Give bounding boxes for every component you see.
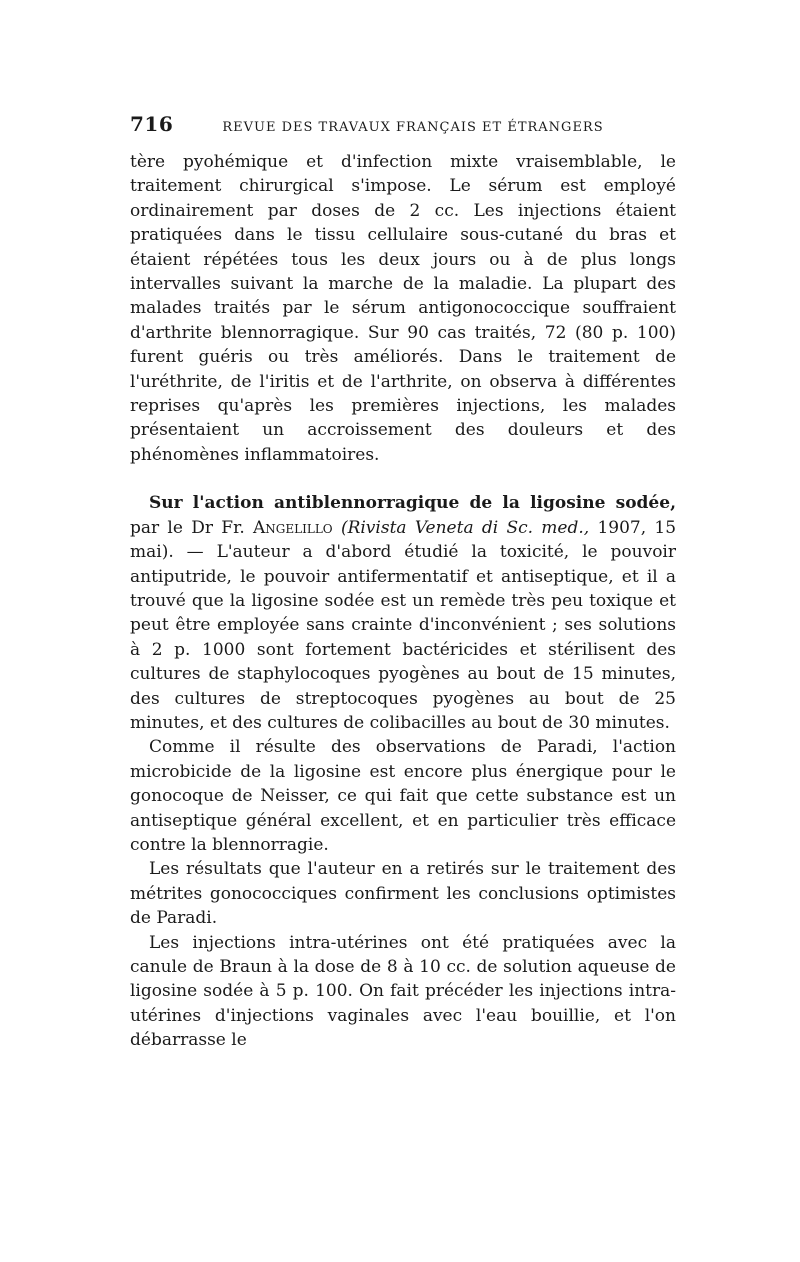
paragraph-injections: Les injections intra-utérines ont été pratiquées avec la canule de Braun à la dose de 8 à 10 cc. de solution aqueuse de ligosine sodée à 5 p. 100. On fait précéder les injections intra-utérines d'injections vaginales avec l'eau bouillie, et l'on débarrasse le — [130, 932, 676, 1051]
article-body: L'auteur a d'abord étudié la toxicité, le pouvoir antiputride, le pouvoir antifermentatif et antiseptique, et il a trouvé que la ligosine sodée est un remède très peu toxique et peut être employée sans crainte d'inconvénient ; ses solutions à 2 p. 1000 sont fortement bactéricides et stérilisent des cultures de staphylocoques pyogènes au bout de 15 minutes, des cultures de streptocoques pyogènes au bout de 25 minutes, et des cultures de colibacilles au bout de 30 minutes. — [130, 542, 676, 733]
author-name: Angelillo — [253, 517, 333, 538]
article-entry-ligosine — [130, 491, 676, 735]
paragraph-paradi-observations: Comme il résulte des observations de Paradi, l'action microbicide de la ligosine est encore plus énergique pour le gonocoque de Neisser, ce qui fait que cette substance est un antiseptique général excellent, et en particulier très efficace contre la blennorragie. — [130, 737, 676, 855]
article-title: Sur l'action antiblennorragique de la ligosine sodée, — [149, 493, 676, 514]
paragraph-results: Les résultats que l'auteur en a retirés sur le traitement des métrites gonococciques confirment les conclusions optimistes de Paradi. — [130, 859, 676, 929]
paragraph-serum-treatment: tère pyohémique et d'infection mixte vraisemblable, le traitement chirurgical s'impose. Le sérum est employé ordinairement par doses de 2 cc. Les injections étaient pratiquées dans le tissu cellulaire sous-cutané du bras et étaient répétées tous les deux jours ou à de plus longs intervalles suivant la marche de la maladie. La plupart des malades traités par le sérum antigonococcique souffraient d'arthrite blennorragique. Sur 90 cas traités, 72 (80 p. 100) furent guéris ou très améliorés. Dans le traitement de l'uréthrite, de l'iritis et de l'arthrite, on observa à différentes reprises qu'après les premières injections, les malades présentaient un accroissement des douleurs et des phénomènes inflammatoires. — [130, 152, 676, 465]
citation-date: 1907, 15 mai). — — [130, 517, 677, 563]
running-header — [130, 112, 676, 144]
article-by: par le — [130, 517, 183, 538]
page-number: 716 — [130, 112, 174, 136]
page — [130, 112, 676, 1053]
section-spacer — [130, 467, 676, 491]
running-title: REVUE DES TRAVAUX FRANÇAIS ET ÉTRANGERS — [222, 120, 604, 135]
author-title: Dr Fr. — [191, 517, 245, 538]
journal-citation: (Rivista Veneta di Sc. med., — [340, 517, 590, 538]
